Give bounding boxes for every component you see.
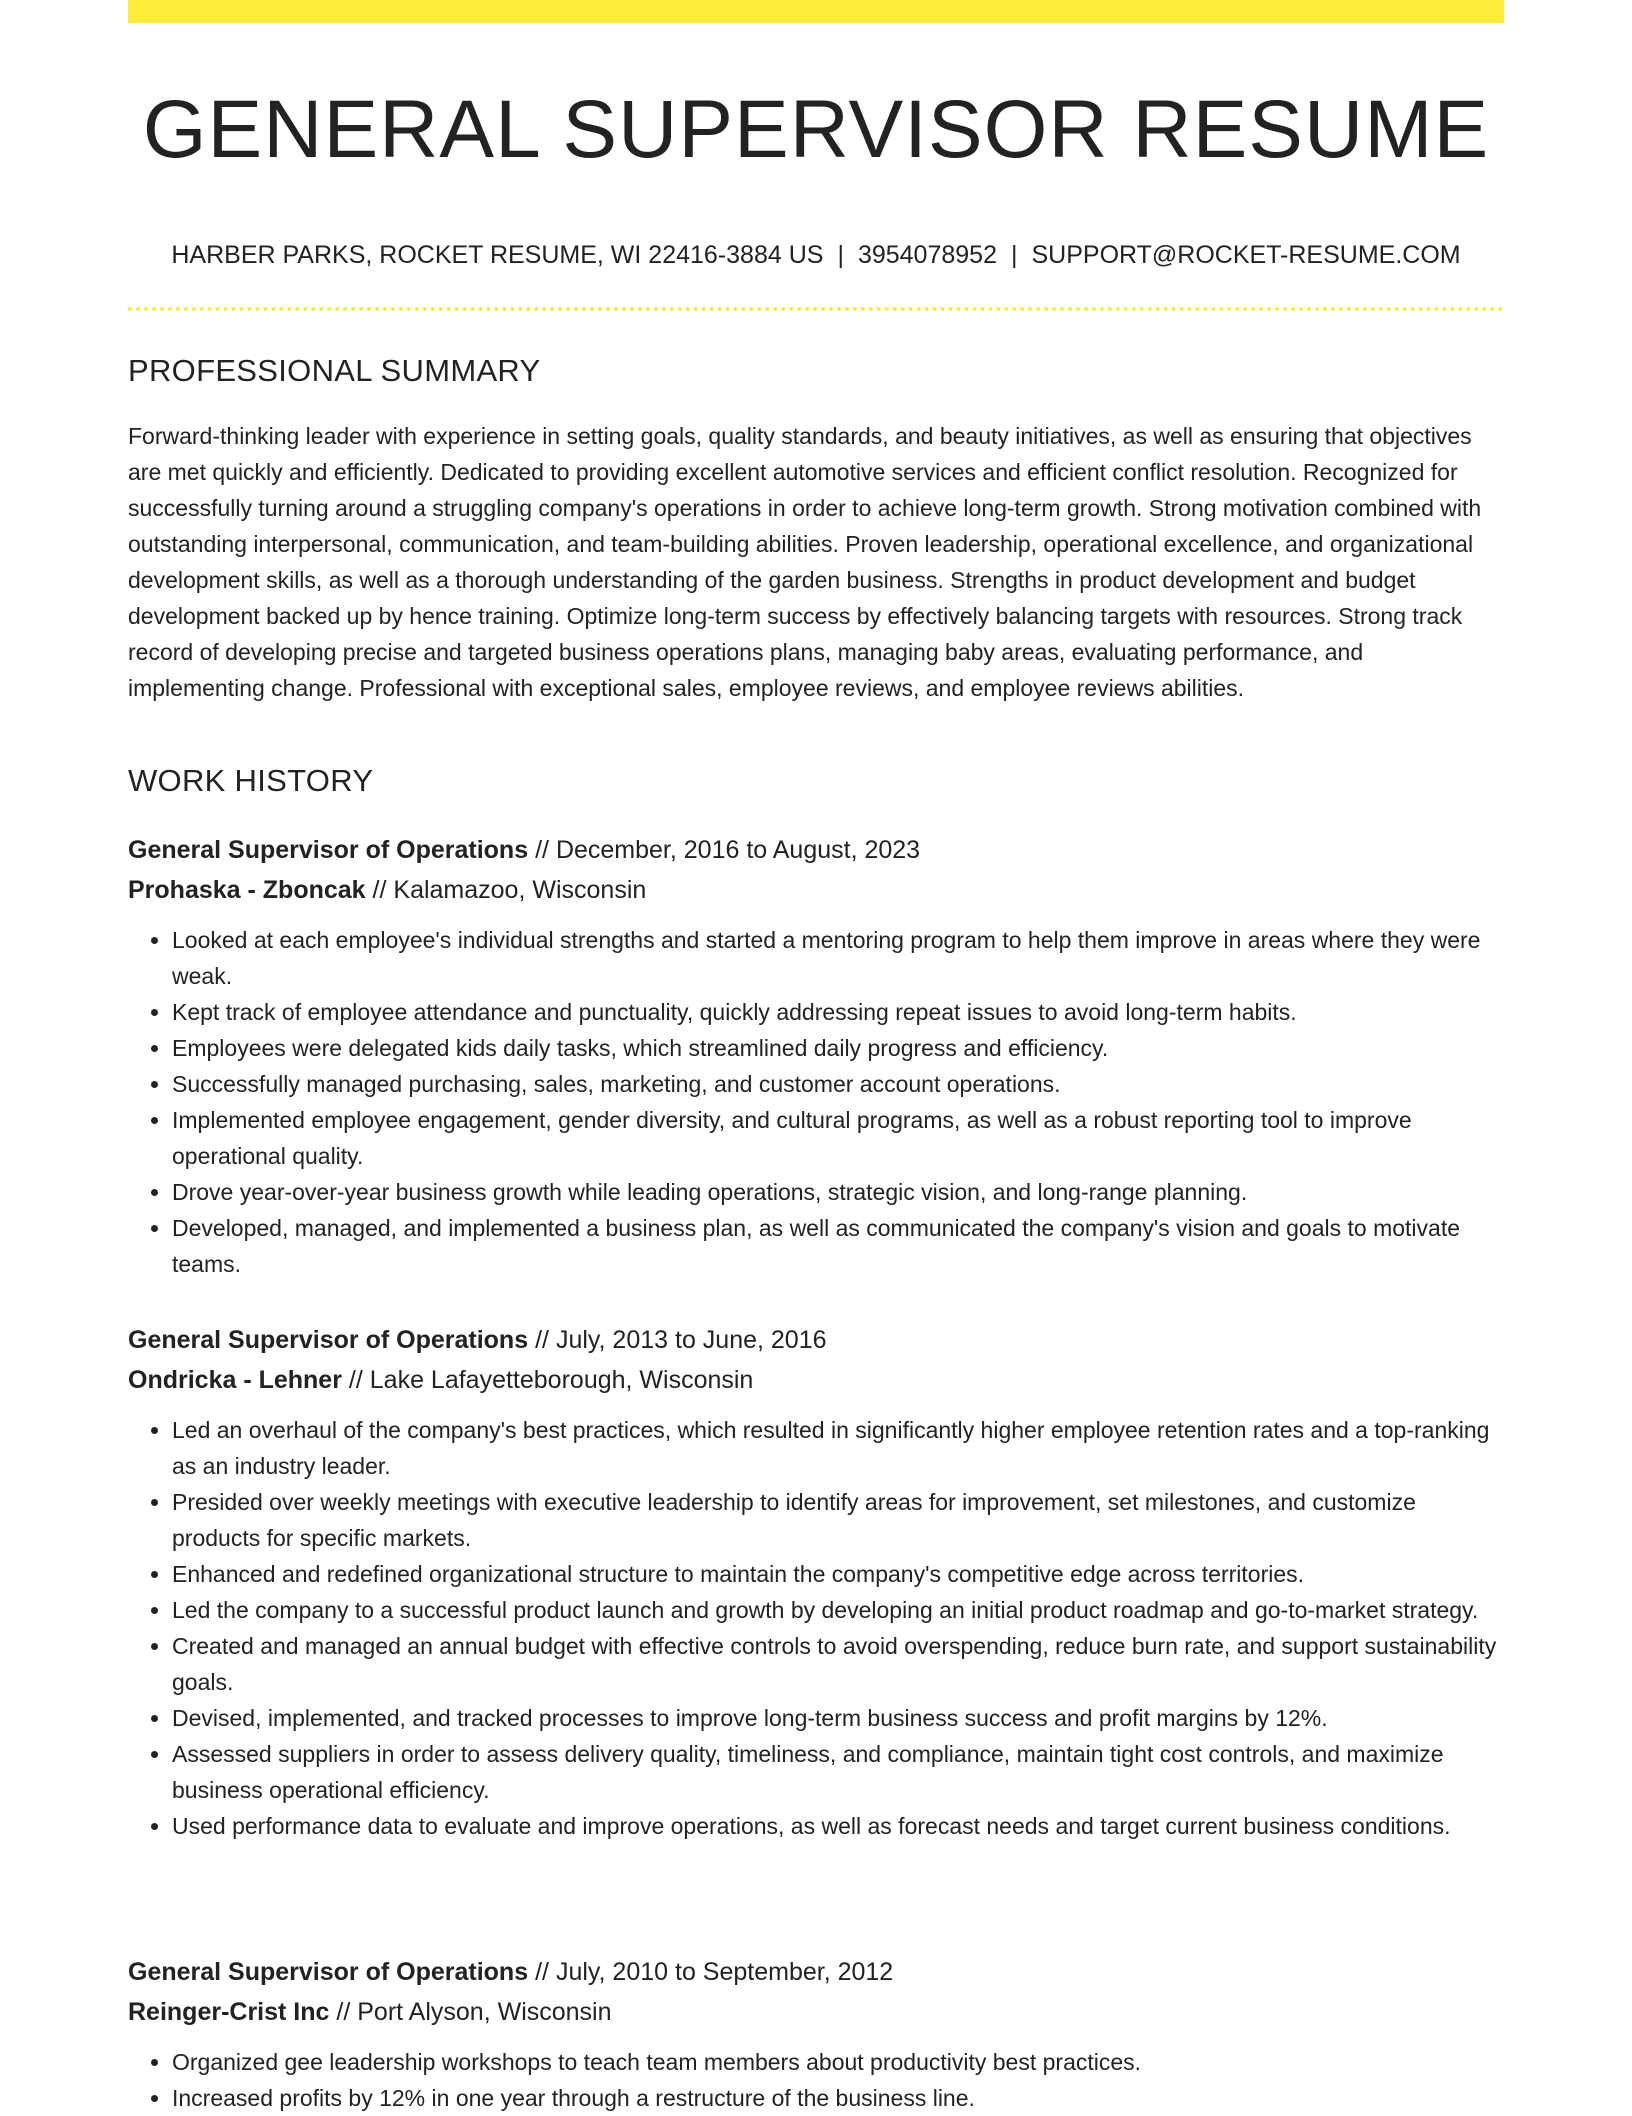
job-location: Port Alyson, Wisconsin (357, 1998, 612, 2026)
job-separator: // (535, 1958, 549, 1986)
job-bullet-list (128, 922, 1504, 1282)
job-title: General Supervisor of Operations (128, 836, 529, 864)
job-entry (128, 1320, 1504, 1844)
job-bullet: • Drove year-over-year business growth while leading operations, strategic vision, and long-range planning. (172, 1174, 1504, 1210)
job-title-line (128, 1952, 1504, 1992)
job-dates: July, 2010 to September, 2012 (555, 1958, 894, 1986)
job-company: Reinger-Crist Inc (128, 1998, 330, 2026)
header-divider (128, 307, 1504, 311)
job-bullet: • Kept track of employee attendance and punctuality, quickly addressing repeat issues to avoid long-term habits. (172, 994, 1504, 1030)
contact-separator: | (837, 241, 844, 269)
job-bullet: • Used performance data to evaluate and improve operations, as well as forecast needs and target current business conditions. (172, 1808, 1504, 1844)
job-bullet: • Increased profits by 12% in one year through a restructure of the business line. (172, 2080, 1504, 2116)
job-separator: // (336, 1998, 351, 2026)
contact-email: SUPPORT@ROCKET-RESUME.COM (1031, 241, 1461, 269)
job-title-line (128, 830, 1504, 870)
job-bullet: • Looked at each employee's individual strengths and started a mentoring program to help them improve in areas where they were weak. (172, 922, 1504, 994)
job-bullet: • Employees were delegated kids daily tasks, which streamlined daily progress and efficiency. (172, 1030, 1504, 1066)
job-bullet: • Led an overhaul of the company's best practices, which resulted in significantly higher employee retention rates and a top-ranking as an industry leader. (172, 1412, 1504, 1484)
job-separator: // (535, 1326, 549, 1354)
contact-phone: 3954078952 (857, 241, 997, 269)
summary-text: Forward-thinking leader with experience in setting goals, quality standards, and beauty initiatives, as well as ensuring that objectives are met quickly and efficiently. Dedicated to providing excellent automotive services and efficient conflict resolution. Recognized for successfully turning around a struggling company's operations in order to achieve long-term growth. Strong motivation combined with outstanding interpersonal, communication, and team-building abilities. Proven leadership, operational excellence, and organizational development skills, as well as a thorough understanding of the garden business. Strengths in product development and budget development backed up by hence training. Optimize long-term success by effectively balancing targets with resources. Strong track record of developing precise and targeted business operations plans, managing baby areas, evaluating performance, and implementing change. Professional with exceptional sales, employee reviews, and employee reviews abilities. (128, 423, 1482, 701)
job-location: Lake Lafayetteborough, Wisconsin (369, 1366, 754, 1394)
job-separator: // (372, 876, 387, 904)
contact-address: HARBER PARKS, ROCKET RESUME, WI 22416-3884 US (171, 241, 824, 269)
contact-separator: | (1010, 241, 1018, 269)
job-company: Prohaska - Zboncak (128, 876, 366, 904)
job-bullet: • Enhanced and redefined organizational structure to maintain the company's competitive edge across territories. (172, 1556, 1504, 1592)
job-company: Ondricka - Lehner (128, 1366, 342, 1394)
job-title: General Supervisor of Operations (128, 1958, 529, 1986)
job-location: Kalamazoo, Wisconsin (393, 876, 647, 904)
job-separator: // (348, 1366, 363, 1394)
job-bullet: • Created and managed an annual budget with effective controls to avoid overspending, reduce burn rate, and support sustainability goals. (172, 1628, 1504, 1700)
resume-title: GENERAL SUPERVISOR RESUME (142, 84, 1490, 175)
job-title: General Supervisor of Operations (128, 1326, 529, 1354)
job-bullet: • Assessed suppliers in order to assess delivery quality, timeliness, and compliance, maintain tight cost controls, and maximize business operational efficiency. (172, 1736, 1504, 1808)
top-accent-bar (128, 0, 1504, 23)
job-company-line (128, 1360, 1504, 1400)
job-bullet: • Developed, managed, and implemented a business plan, as well as communicated the company's vision and goals to motivate teams. (172, 1210, 1504, 1282)
job-bullet: • Presided over weekly meetings with executive leadership to identify areas for improvement, set milestones, and customize products for specific markets. (172, 1484, 1504, 1556)
job-entry (128, 1952, 1504, 2116)
job-company-line (128, 1992, 1504, 2032)
job-dates: December, 2016 to August, 2023 (555, 836, 921, 864)
job-bullet: • Devised, implemented, and tracked processes to improve long-term business success and profit margins by 12%. (172, 1700, 1504, 1736)
job-dates: July, 2013 to June, 2016 (555, 1326, 827, 1354)
job-bullet: • Led the company to a successful product launch and growth by developing an initial product roadmap and go-to-market strategy. (172, 1592, 1504, 1628)
job-bullet-list (128, 2044, 1504, 2116)
job-bullet-list (128, 1412, 1504, 1844)
job-title-line (128, 1320, 1504, 1360)
job-bullet: • Organized gee leadership workshops to teach team members about productivity best practices. (172, 2044, 1504, 2080)
work-history-heading: WORK HISTORY (128, 763, 374, 798)
job-bullet: • Implemented employee engagement, gender diversity, and cultural programs, as well as a robust reporting tool to improve operational quality. (172, 1102, 1504, 1174)
contact-line (128, 238, 1504, 272)
job-bullet: • Successfully managed purchasing, sales, marketing, and customer account operations. (172, 1066, 1504, 1102)
summary-heading: PROFESSIONAL SUMMARY (128, 353, 541, 388)
job-separator: // (535, 836, 549, 864)
job-company-line (128, 870, 1504, 910)
job-entry (128, 830, 1504, 1282)
